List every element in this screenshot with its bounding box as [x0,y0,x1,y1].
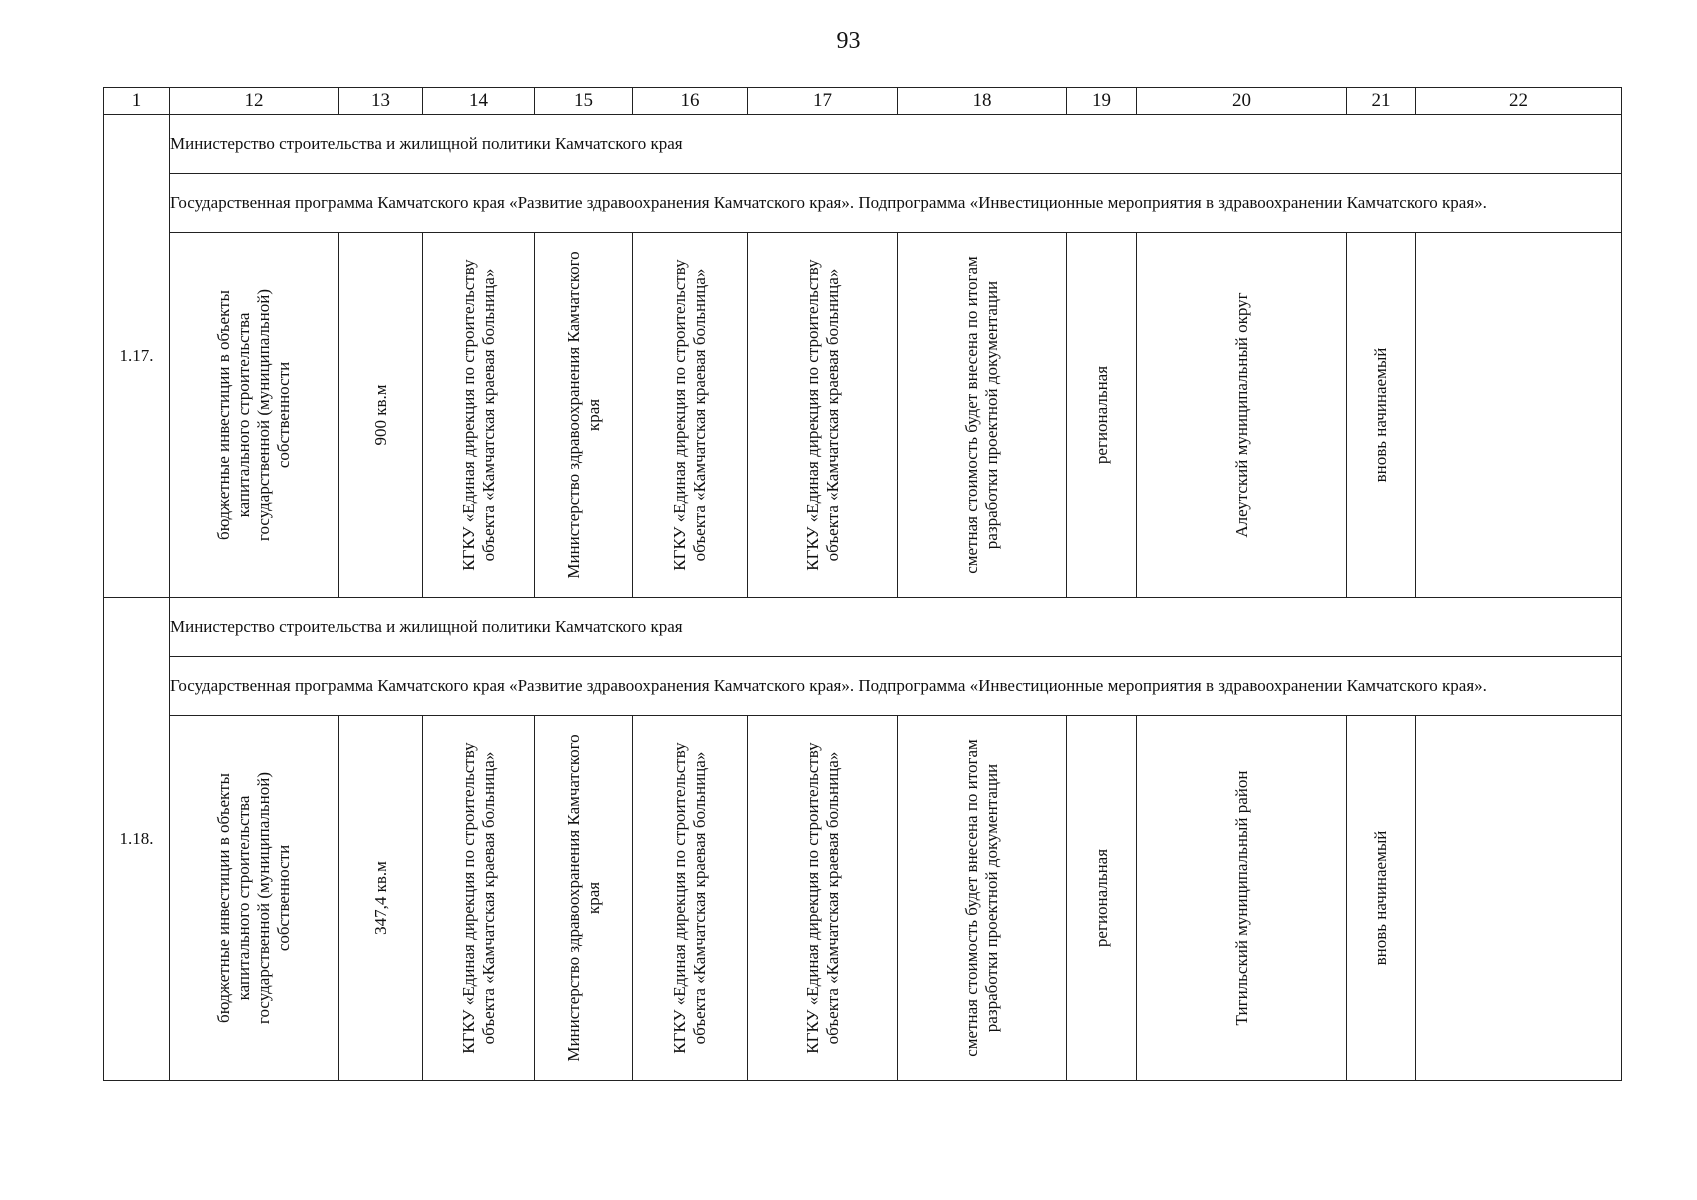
cell-text: бюджетные инвестиции в объекты капитального строительства государственной (муниципальной) собственности [213,771,294,1025]
header-cell: 21 [1347,88,1416,115]
cell-text: Тигильский муниципальный район [1231,770,1251,1026]
cell-text: бюджетные инвестиции в объекты капитального строительства государственной (муниципальной) собственности [213,288,294,542]
cell-text: Министерство здравоохранения Камчатского края [563,734,603,1062]
data-cell [1416,233,1622,598]
cell-text: вновь начинаемый [1370,347,1390,483]
investment-table [103,87,1622,1081]
ministry-cell: Министерство строительства и жилищной политики Камчатского края [170,115,1622,174]
data-cell [339,233,423,598]
table-row [104,233,1622,598]
header-cell: 1 [104,88,170,115]
row-number: 1.17. [104,115,170,598]
data-cell [1067,716,1137,1081]
data-cell [748,716,898,1081]
data-cell [898,233,1067,598]
header-cell: 13 [339,88,423,115]
data-cell [633,233,748,598]
header-cell: 18 [898,88,1067,115]
data-cell [1347,233,1416,598]
cell-text: Министерство здравоохранения Камчатского края [563,251,603,579]
row-number: 1.18. [104,598,170,1081]
program-cell: Государственная программа Камчатского края «Развитие здравоохранения Камчатского края». Подпрограмма «Инвестиционные мероприятия в здравоохранении Камчатского края». [170,657,1622,716]
table-row [104,174,1622,233]
data-cell [423,716,535,1081]
data-cell [339,716,423,1081]
ministry-cell: Министерство строительства и жилищной политики Камчатского края [170,598,1622,657]
data-cell [1137,716,1347,1081]
data-cell [170,716,339,1081]
header-row [104,88,1622,115]
header-cell: 15 [535,88,633,115]
table-row [104,115,1622,174]
table-row [104,657,1622,716]
cell-text: 347,4 кв.м [370,861,390,935]
cell-text: сметная стоимость будет внесена по итогам разработки проектной документации [961,739,1001,1057]
data-cell [1347,716,1416,1081]
cell-text: региональная [1091,848,1111,948]
header-cell: 19 [1067,88,1137,115]
data-cell [535,716,633,1081]
cell-text: региональная [1091,365,1111,465]
cell-text: КГКУ «Единая дирекция по строительству объекта «Камчатская краевая больница» [458,259,498,571]
data-cell [748,233,898,598]
table-row [104,598,1622,657]
header-cell: 20 [1137,88,1347,115]
data-cell [1416,716,1622,1081]
cell-text: КГКУ «Единая дирекция по строительству объекта «Камчатская краевая больница» [458,742,498,1054]
header-cell: 22 [1416,88,1622,115]
header-cell: 17 [748,88,898,115]
data-cell [1137,233,1347,598]
data-cell [1067,233,1137,598]
data-cell [170,233,339,598]
header-cell: 12 [170,88,339,115]
header-cell: 14 [423,88,535,115]
cell-text: вновь начинаемый [1370,830,1390,966]
cell-text: КГКУ «Единая дирекция по строительству объекта «Камчатская краевая больница» [802,259,842,571]
cell-text: 900 кв.м [370,384,390,446]
data-cell [423,233,535,598]
page-number: 93 [836,28,861,54]
data-cell [633,716,748,1081]
data-cell [898,716,1067,1081]
cell-text: КГКУ «Единая дирекция по строительству объекта «Камчатская краевая больница» [802,742,842,1054]
cell-text: сметная стоимость будет внесена по итогам разработки проектной документации [961,256,1001,574]
cell-text: Алеутский муниципальный округ [1231,292,1251,538]
table-row [104,716,1622,1081]
data-cell [535,233,633,598]
cell-text: КГКУ «Единая дирекция по строительству объекта «Камчатская краевая больница» [669,742,709,1054]
header-cell: 16 [633,88,748,115]
program-cell: Государственная программа Камчатского края «Развитие здравоохранения Камчатского края». Подпрограмма «Инвестиционные мероприятия в здравоохранении Камчатского края». [170,174,1622,233]
cell-text: КГКУ «Единая дирекция по строительству объекта «Камчатская краевая больница» [669,259,709,571]
